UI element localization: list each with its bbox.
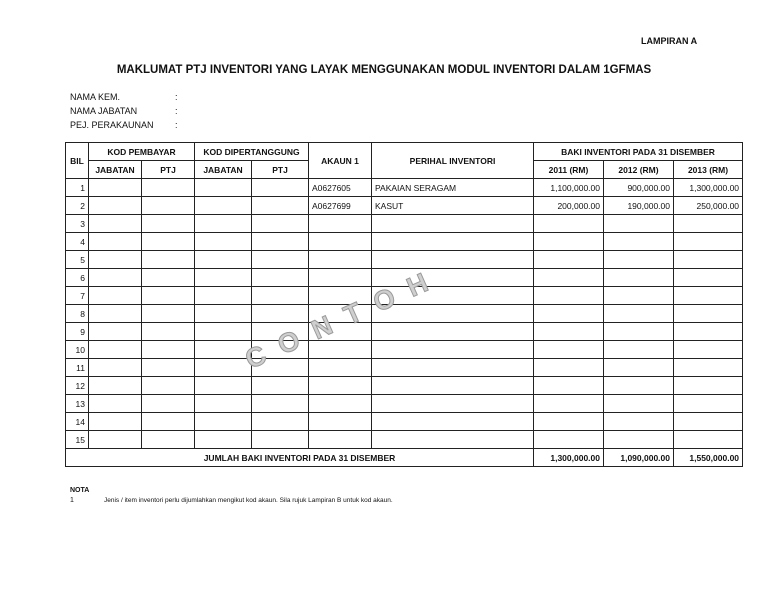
cell-2011 bbox=[534, 269, 604, 287]
cell-ptj bbox=[252, 287, 309, 305]
cell-bil: 7 bbox=[66, 287, 89, 305]
table-row bbox=[66, 413, 743, 431]
cell-bil: 9 bbox=[66, 323, 89, 341]
cell-jabatan bbox=[89, 395, 142, 413]
cell-ptj bbox=[142, 215, 195, 233]
table-row bbox=[66, 377, 743, 395]
info-nama-jabatan bbox=[70, 106, 178, 116]
cell-jabatan bbox=[195, 359, 252, 377]
info-label: NAMA JABATAN bbox=[70, 106, 138, 116]
cell-perihal bbox=[372, 413, 534, 431]
cell-ptj bbox=[142, 323, 195, 341]
cell-jabatan bbox=[195, 377, 252, 395]
header-row-1 bbox=[66, 143, 743, 161]
cell-2013 bbox=[674, 269, 743, 287]
cell-ptj bbox=[142, 377, 195, 395]
cell-perihal bbox=[372, 341, 534, 359]
cell-ptj bbox=[142, 413, 195, 431]
cell-ptj bbox=[142, 269, 195, 287]
cell-bil: 4 bbox=[66, 233, 89, 251]
cell-bil: 13 bbox=[66, 395, 89, 413]
cell-2011 bbox=[534, 413, 604, 431]
lampiran-label: LAMPIRAN A bbox=[641, 36, 698, 46]
cell-ptj bbox=[142, 395, 195, 413]
cell-jabatan bbox=[195, 197, 252, 215]
cell-2012 bbox=[604, 413, 674, 431]
cell-2012 bbox=[604, 215, 674, 233]
cell-bil: 10 bbox=[66, 341, 89, 359]
cell-2013 bbox=[674, 215, 743, 233]
cell-2012 bbox=[604, 233, 674, 251]
cell-jabatan bbox=[89, 341, 142, 359]
cell-jabatan bbox=[89, 359, 142, 377]
cell-jabatan bbox=[89, 323, 142, 341]
cell-jabatan bbox=[89, 431, 142, 449]
cell-2013 bbox=[674, 251, 743, 269]
cell-ptj bbox=[142, 431, 195, 449]
cell-bil: 8 bbox=[66, 305, 89, 323]
cell-jabatan bbox=[89, 197, 142, 215]
cell-ptj bbox=[252, 377, 309, 395]
info-nama-kem bbox=[70, 92, 178, 102]
cell-ptj bbox=[142, 305, 195, 323]
cell-akaun bbox=[309, 215, 372, 233]
cell-2012 bbox=[604, 269, 674, 287]
cell-bil: 12 bbox=[66, 377, 89, 395]
table-row bbox=[66, 179, 743, 197]
cell-akaun bbox=[309, 269, 372, 287]
header-kod-pembayar: KOD PEMBAYAR bbox=[89, 143, 195, 161]
info-colon: : bbox=[175, 92, 178, 102]
cell-ptj bbox=[252, 179, 309, 197]
cell-perihal bbox=[372, 215, 534, 233]
total-2013: 1,550,000.00 bbox=[674, 449, 743, 467]
cell-ptj bbox=[252, 197, 309, 215]
cell-2013 bbox=[674, 341, 743, 359]
cell-2011 bbox=[534, 323, 604, 341]
cell-2013: 1,300,000.00 bbox=[674, 179, 743, 197]
cell-jabatan bbox=[89, 287, 142, 305]
cell-perihal: PAKAIAN SERAGAM bbox=[372, 179, 534, 197]
cell-jabatan bbox=[89, 251, 142, 269]
page-title: MAKLUMAT PTJ INVENTORI YANG LAYAK MENGGUNAKAN MODUL INVENTORI DALAM 1GFMAS bbox=[116, 64, 652, 76]
cell-bil: 5 bbox=[66, 251, 89, 269]
cell-bil: 2 bbox=[66, 197, 89, 215]
nota-heading: NOTA bbox=[70, 487, 90, 494]
cell-ptj bbox=[252, 215, 309, 233]
cell-jabatan bbox=[195, 431, 252, 449]
cell-2011 bbox=[534, 431, 604, 449]
header-year-2013: 2013 (RM) bbox=[674, 161, 743, 179]
table-row bbox=[66, 233, 743, 251]
cell-jabatan bbox=[89, 413, 142, 431]
cell-2013 bbox=[674, 305, 743, 323]
cell-ptj bbox=[252, 269, 309, 287]
cell-jabatan bbox=[195, 233, 252, 251]
cell-2011: 1,100,000.00 bbox=[534, 179, 604, 197]
cell-2011 bbox=[534, 359, 604, 377]
cell-2011 bbox=[534, 305, 604, 323]
cell-2012 bbox=[604, 359, 674, 377]
cell-jabatan bbox=[89, 377, 142, 395]
info-colon: : bbox=[175, 120, 178, 130]
cell-2011 bbox=[534, 287, 604, 305]
cell-perihal bbox=[372, 431, 534, 449]
info-colon: : bbox=[175, 106, 178, 116]
cell-akaun: A0627605 bbox=[309, 179, 372, 197]
cell-2011 bbox=[534, 377, 604, 395]
cell-2012 bbox=[604, 395, 674, 413]
cell-akaun bbox=[309, 395, 372, 413]
cell-akaun bbox=[309, 233, 372, 251]
cell-akaun bbox=[309, 377, 372, 395]
cell-2013 bbox=[674, 323, 743, 341]
cell-jabatan bbox=[89, 269, 142, 287]
table-row bbox=[66, 251, 743, 269]
header-ptj: PTJ bbox=[252, 161, 309, 179]
total-2012: 1,090,000.00 bbox=[604, 449, 674, 467]
cell-jabatan bbox=[89, 179, 142, 197]
cell-jabatan bbox=[89, 233, 142, 251]
cell-ptj bbox=[142, 251, 195, 269]
table-row bbox=[66, 197, 743, 215]
cell-2012 bbox=[604, 287, 674, 305]
header-year-2011: 2011 (RM) bbox=[534, 161, 604, 179]
total-2011: 1,300,000.00 bbox=[534, 449, 604, 467]
cell-jabatan bbox=[195, 305, 252, 323]
cell-2011: 200,000.00 bbox=[534, 197, 604, 215]
info-label: NAMA KEM. bbox=[70, 92, 121, 102]
info-label: PEJ. PERAKAUNAN bbox=[70, 120, 154, 130]
cell-bil: 3 bbox=[66, 215, 89, 233]
cell-2012 bbox=[604, 323, 674, 341]
cell-akaun bbox=[309, 359, 372, 377]
header-kod-dipertanggung: KOD DIPERTANGGUNG bbox=[195, 143, 309, 161]
cell-2013 bbox=[674, 413, 743, 431]
total-label: JUMLAH BAKI INVENTORI PADA 31 DISEMBER bbox=[66, 449, 534, 467]
cell-2012 bbox=[604, 431, 674, 449]
header-ptj: PTJ bbox=[142, 161, 195, 179]
cell-perihal: KASUT bbox=[372, 197, 534, 215]
cell-2013: 250,000.00 bbox=[674, 197, 743, 215]
cell-perihal bbox=[372, 377, 534, 395]
cell-jabatan bbox=[195, 413, 252, 431]
cell-jabatan bbox=[195, 395, 252, 413]
table-row bbox=[66, 431, 743, 449]
cell-bil: 11 bbox=[66, 359, 89, 377]
cell-ptj bbox=[252, 251, 309, 269]
cell-ptj bbox=[252, 413, 309, 431]
cell-2011 bbox=[534, 251, 604, 269]
cell-akaun bbox=[309, 431, 372, 449]
cell-2011 bbox=[534, 233, 604, 251]
cell-ptj bbox=[142, 359, 195, 377]
cell-ptj bbox=[142, 341, 195, 359]
total-row bbox=[66, 449, 743, 467]
nota-number: 1 bbox=[70, 497, 74, 504]
cell-jabatan bbox=[195, 179, 252, 197]
cell-2013 bbox=[674, 287, 743, 305]
nota-text: Jenis / item inventori perlu dijumlahkan mengikut kod akaun. Sila rujuk Lampiran B untuk kod akaun. bbox=[104, 497, 393, 504]
header-bil: BIL bbox=[66, 143, 89, 179]
header-akaun: AKAUN 1 bbox=[309, 143, 372, 179]
cell-ptj bbox=[142, 233, 195, 251]
cell-2013 bbox=[674, 431, 743, 449]
header-baki: BAKI INVENTORI PADA 31 DISEMBER bbox=[534, 143, 743, 161]
info-pej-perakaunan bbox=[70, 120, 178, 130]
cell-ptj bbox=[252, 431, 309, 449]
cell-akaun bbox=[309, 251, 372, 269]
header-jabatan: JABATAN bbox=[195, 161, 252, 179]
watermark: CONTOH bbox=[240, 260, 448, 375]
cell-jabatan bbox=[195, 251, 252, 269]
header-jabatan: JABATAN bbox=[89, 161, 142, 179]
cell-perihal bbox=[372, 395, 534, 413]
cell-akaun bbox=[309, 413, 372, 431]
table-row bbox=[66, 359, 743, 377]
cell-bil: 14 bbox=[66, 413, 89, 431]
cell-ptj bbox=[142, 179, 195, 197]
cell-2012 bbox=[604, 305, 674, 323]
cell-jabatan bbox=[195, 287, 252, 305]
cell-2012 bbox=[604, 377, 674, 395]
header-year-2012: 2012 (RM) bbox=[604, 161, 674, 179]
cell-jabatan bbox=[195, 323, 252, 341]
cell-jabatan bbox=[195, 269, 252, 287]
cell-ptj bbox=[142, 287, 195, 305]
cell-jabatan bbox=[89, 215, 142, 233]
cell-ptj bbox=[142, 197, 195, 215]
cell-jabatan bbox=[89, 305, 142, 323]
cell-2012 bbox=[604, 251, 674, 269]
cell-2011 bbox=[534, 215, 604, 233]
table-row bbox=[66, 323, 743, 341]
cell-2013 bbox=[674, 233, 743, 251]
cell-2012: 190,000.00 bbox=[604, 197, 674, 215]
table-row bbox=[66, 215, 743, 233]
cell-akaun: A0627699 bbox=[309, 197, 372, 215]
cell-bil: 1 bbox=[66, 179, 89, 197]
cell-2013 bbox=[674, 359, 743, 377]
cell-perihal bbox=[372, 233, 534, 251]
cell-2013 bbox=[674, 377, 743, 395]
cell-2011 bbox=[534, 395, 604, 413]
cell-perihal bbox=[372, 359, 534, 377]
table-row bbox=[66, 395, 743, 413]
cell-bil: 15 bbox=[66, 431, 89, 449]
cell-perihal bbox=[372, 323, 534, 341]
cell-2011 bbox=[534, 341, 604, 359]
table-row bbox=[66, 341, 743, 359]
cell-2012: 900,000.00 bbox=[604, 179, 674, 197]
cell-jabatan bbox=[195, 215, 252, 233]
cell-2013 bbox=[674, 395, 743, 413]
cell-ptj bbox=[252, 395, 309, 413]
cell-ptj bbox=[252, 233, 309, 251]
cell-perihal bbox=[372, 251, 534, 269]
cell-bil: 6 bbox=[66, 269, 89, 287]
header-perihal: PERIHAL INVENTORI bbox=[372, 143, 534, 179]
cell-2012 bbox=[604, 341, 674, 359]
